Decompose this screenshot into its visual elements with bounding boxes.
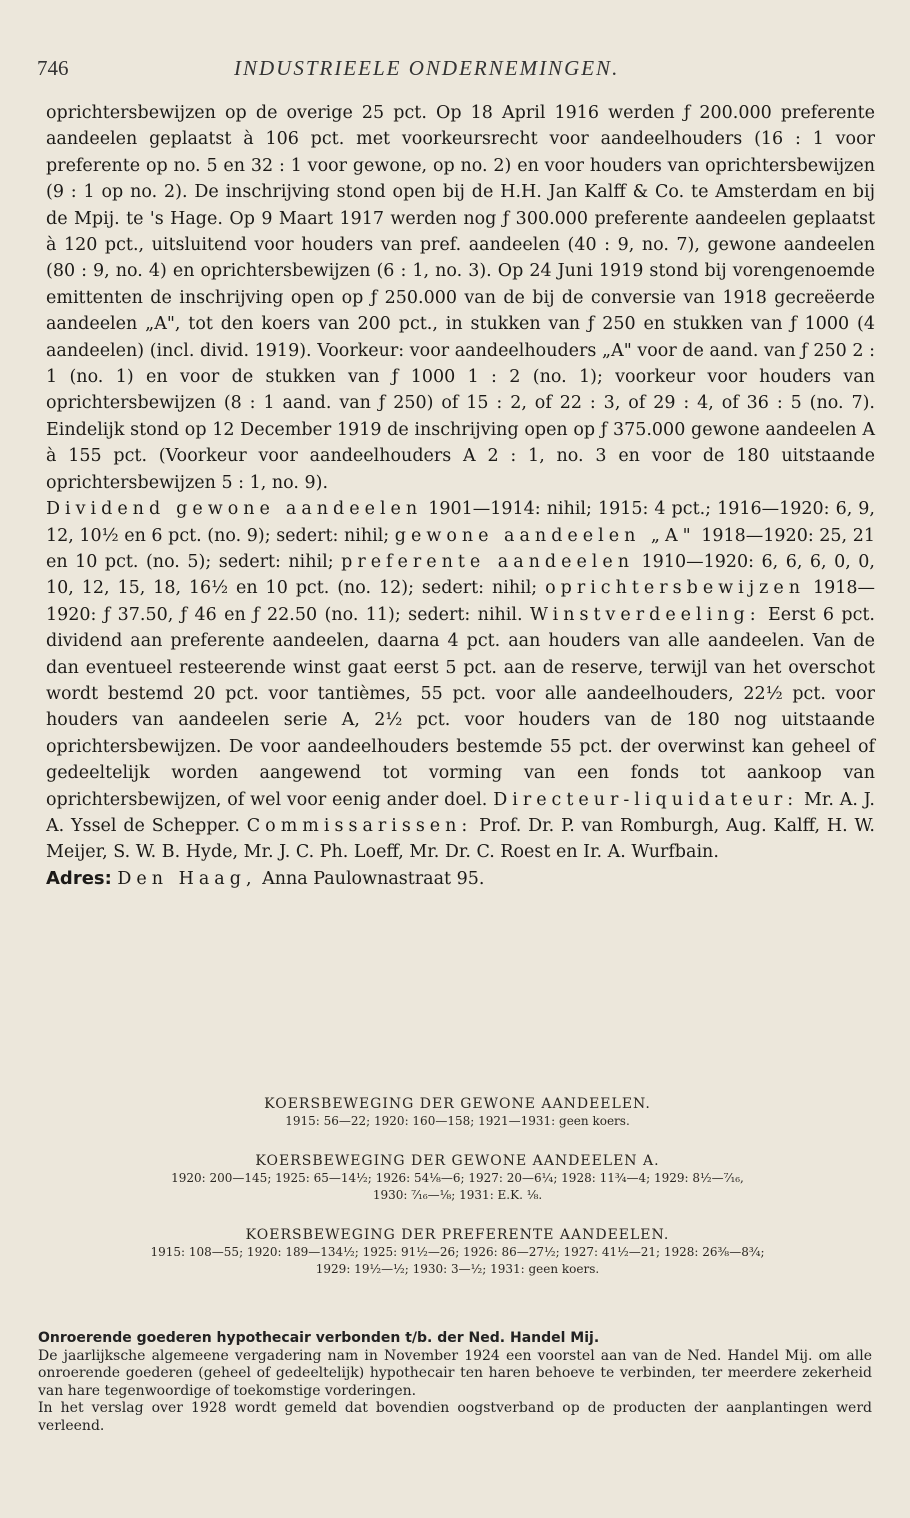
directeur-label: Directeur-liquidateur:: [493, 789, 799, 810]
page-header: [37, 56, 877, 86]
commissarissen-text: Prof. Dr. P. van Romburgh, Aug. Kalff, H. W. Meijer, S. W. B. Hyde, Mr. J. C. Ph. Loeff, Mr. Dr. C. Roest en Ir. A. Wurfbain.: [46, 815, 875, 863]
price-tables: [40, 1095, 875, 1300]
table-title: KOERSBEWEGING DER GEWONE AANDEELEN.: [264, 1096, 651, 1112]
table-line: 1915: 108—55; 1920: 189—134½; 1925: 91½—26; 1926: 86—27½; 1927: 41½—21; 1928: 26⅜—8¾;: [150, 1245, 765, 1259]
address-label: Adres:: [46, 867, 112, 889]
directeur-text: Mr. A. J. A. Yssel de Schepper.: [46, 789, 875, 836]
dividend-gewone-text: 1901—1914: nihil; 1915: 4 pct.; 1916—1920: 6, 9, 12, 10½ en 6 pct. (no. 9); sedert: nihil;: [46, 499, 875, 546]
table-body: [40, 1113, 875, 1130]
preferente-label: preferente aandeelen: [341, 551, 635, 572]
emission-paragraph: oprichtersbewijzen op de overige 25 pct. Op 18 April 1916 werden ƒ 200.000 preferente aandeelen geplaatst à 106 pct. met voorkeursrecht voor aandeelhouders (16 : 1 voor preferente op no. 5 en 32 : 1 voor gewone, op no. 2) en voor houders van oprichtersbewijzen (9 : 1 op no. 2). De inschrijving stond open bij de H.H. Jan Kalff & Co. te Amsterdam en bij de Mpij. te 's Hage. Op 9 Maart 1917 werden nog ƒ 300.000 preferente aandeelen geplaatst à 120 pct., uitsluitend voor houders van pref. aandeelen (40 : 9, no. 7), gewone aandeelen (80 : 9, no. 4) en oprichtersbewijzen (6 : 1, no. 3). Op 24 Juni 1919 stond bij vorengenoemde emittenten de inschrijving open op ƒ 250.000 van de bij de conversie van 1918 gecreëerde aandeelen „A", tot den koers van 200 pct., in stukken van ƒ 250 en stukken van ƒ 1000 (4 aandeelen) (incl. divid. 1919). Voorkeur: voor aandeelhouders „A" voor de aand. van ƒ 250 2 : 1 (no. 1) en voor de stukken van ƒ 1000 1 : 2 (no. 1); voorkeur voor houders van oprichtersbewijzen (8 : 1 aand. van ƒ 250) of 15 : 2, of 22 : 3, of 29 : 4, of 36 : 5 (no. 7). Eindelijk stond op 12 December 1919 de inschrijving open op ƒ 375.000 gewone aandeelen A à 155 pct. (Voorkeur voor aandeelhouders A 2 : 1, no. 3 en voor de 180 uitstaande oprichtersbewijzen 5 : 1, no. 9).: [46, 103, 875, 493]
oprichters-label: oprichtersbewijzen: [545, 578, 806, 599]
table-title: KOERSBEWEGING DER GEWONE AANDEELEN A.: [255, 1153, 660, 1169]
running-title: INDUSTRIEELE ONDERNEMINGEN.: [234, 56, 620, 80]
table-title: KOERSBEWEGING DER PREFERENTE AANDEELEN.: [245, 1227, 670, 1243]
page-number: 746: [37, 56, 69, 80]
address-line: [46, 866, 875, 892]
main-text: [46, 100, 875, 892]
winstverdeeling-text: Eerst 6 pct. dividend aan preferente aandeelen, daarna 4 pct. aan houders van alle aandeelen. Van de dan eventueel resteerende winst gaat eerst 5 pct. aan de reserve, terwijl van het overschot wordt bestemd 20 pct. voor tantièmes, 55 pct. voor alle aandeelhouders, 22½ pct. voor houders van aandeelen serie A, 2½ pct. voor houders van de 180 nog uitstaande oprichtersbewijzen. De voor aandeelhouders bestemde 55 pct. der overwinst kan geheel of gedeeltelijk worden aangewend tot vorming van een fonds tot aankoop van oprichtersbewijzen, of wel voor eenig ander doel.: [46, 604, 875, 810]
dividend-oprichters-text: 1918—1920: ƒ 37.50, ƒ 46 en ƒ 22.50 (no. 11); sedert: nihil.: [46, 578, 875, 625]
table-line: 1929: 19½—½; 1930: 3—½; 1931: geen koers.: [315, 1262, 600, 1276]
winstverdeeling-label: Winstverdeeling:: [529, 604, 761, 625]
table-line: 1920: 200—145; 1925: 65—14½; 1926: 54⅛—6; 1927: 20—6¼; 1928: 11¾—4; 1929: 8½—⁷⁄₁₆,: [171, 1171, 744, 1185]
footnote-section: [38, 1330, 872, 1436]
footnote-paragraph: In het verslag over 1928 wordt gemeld dat bovendien oogstverband op de producten der aanplantingen werd verleend.: [38, 1400, 872, 1434]
gewone-a-label: gewone aandeelen „A": [394, 525, 696, 546]
address-street: Anna Paulownastraat 95.: [262, 868, 485, 889]
dividend-label: Dividend gewone aandeelen: [46, 499, 423, 520]
table-line: 1930: ⁷⁄₁₆—⅛; 1931: E.K. ⅛.: [372, 1188, 543, 1202]
dividend-paragraph: [46, 496, 875, 866]
dividend-preferente-text: 1910—1920: 6, 6, 6, 0, 0, 10, 12, 15, 18, 16½ en 10 pct. (no. 12); sedert: nihil;: [46, 551, 875, 599]
dividend-gewone-a-text: 1918—1920: 25, 21 en 10 pct. (no. 5); sedert: nihil;: [46, 525, 875, 572]
table-line: 1915: 56—22; 1920: 160—158; 1921—1931: geen koers.: [285, 1114, 630, 1128]
table-body: [40, 1170, 875, 1204]
footnote-paragraph: De jaarlijksche algemeene vergadering nam in November 1924 een voorstel aan van de Ned. Handel Mij. om alle onroerende goederen (geheel of gedeeltelijk) hypothecair ten haren behoeve te verbinden, ter meerdere zekerheid van hare tegenwoordige of toekomstige vorderingen.: [38, 1347, 872, 1399]
commissarissen-label: Commissarissen:: [246, 815, 473, 836]
address-city: Den Haag,: [117, 868, 257, 889]
footnote-title: Onroerende goederen hypothecair verbonden t/b. der Ned. Handel Mij.: [38, 1330, 600, 1346]
table-body: [40, 1244, 875, 1278]
